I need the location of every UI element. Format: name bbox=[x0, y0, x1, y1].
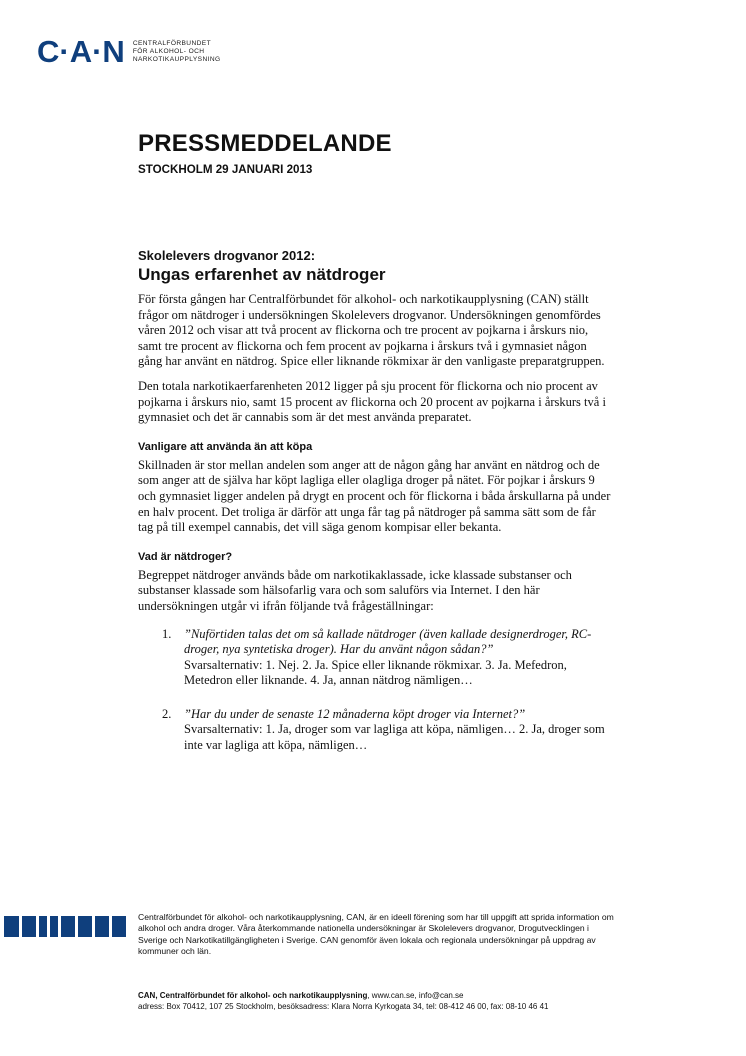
question-list bbox=[138, 627, 613, 754]
list-item bbox=[138, 707, 613, 754]
section-paragraph: Begreppet nätdroger används både om narkotikaklassade, icke klassade substanser och substanser klassade som hälsofarlig vara och som saluförs via Internet. I den här undersökningen utgår vi ifrån följande två frågeställningar: bbox=[138, 567, 572, 613]
page-title: PRESSMEDDELANDE bbox=[138, 130, 392, 157]
article-body bbox=[138, 248, 613, 754]
bar-block bbox=[61, 916, 75, 937]
footer-contact bbox=[138, 990, 638, 1013]
logo-mark: C·A·N bbox=[37, 34, 125, 69]
bar-block bbox=[95, 916, 109, 937]
survey-answers: Svarsalternativ: 1. Ja, droger som var lagliga att köpa, nämligen… 2. Ja, droger som inte var lagliga att köpa, nämligen… bbox=[184, 722, 605, 753]
bar-block bbox=[4, 916, 19, 937]
section-heading: Vad är nätdroger? bbox=[138, 550, 233, 563]
bar-block bbox=[50, 916, 58, 937]
list-item bbox=[138, 627, 613, 689]
survey-question: ”Har du under de senaste 12 månaderna köpt droger via Internet?” bbox=[184, 706, 526, 721]
list-item-body bbox=[184, 707, 613, 754]
intro-paragraph: För första gången har Centralförbundet för alkohol- och narkotikaupplysning (CAN) ställt frågor om nätdroger i undersökningen Skolelevers drogvanor. Undersökningen genomfördes våren 2012 och visar att två procent av flickorna och tre procent av pojkarna i årskurs nio, samt tre procent av flickorna och fem procent av pojkarna i årskurs två i gymnasiet någon gång har använt en nätdrog. Spice eller liknande rökmixar är den vanligaste preparatgruppen. bbox=[138, 292, 605, 369]
footer-description: Centralförbundet för alkohol- och narkotikaupplysning, CAN, är en ideell förening som har till uppgift att sprida information om alkohol och andra droger. Våra återkommande nationella undersökningar är Skolelevers drogvanor, Drogutvecklingen i Sverige och Narkotikatillgängligheten i Sverige. CAN genomför även lokala och regionala undersökningar på uppdrag av kommuner och län. bbox=[138, 912, 614, 957]
article-kicker: Skolelevers drogvanor 2012: bbox=[138, 248, 316, 263]
section-paragraph: Skillnaden är stor mellan andelen som anger att de någon gång har använt en nätdrog och de som anger att de själva har köpt lagliga eller olagliga droger på nätet. För pojkar i årskurs 9 och gymnasiet ligger andelen på drygt en procent och för flickorna i båda årskullarna på under en halv procent. Det troliga är därför att unga får tag på nätdroger på samma sätt som de får tag på till exempel cannabis, det vill säga genom kompisar eller bekanta. bbox=[138, 457, 611, 535]
can-logo bbox=[37, 36, 221, 67]
footer-contact-links: , www.can.se, info@can.se bbox=[367, 991, 464, 1000]
bar-block bbox=[78, 916, 92, 937]
list-item-body bbox=[184, 627, 613, 689]
logo-line: FÖR ALKOHOL- OCH bbox=[132, 47, 205, 55]
footer-address: adress: Box 70412, 107 25 Stockholm, besöksadress: Klara Norra Kyrkogata 34, tel: 08-412 46 00, fax: 08-10 46 41 bbox=[138, 1002, 549, 1012]
bar-block bbox=[22, 916, 36, 937]
footer-org-name: CAN, Centralförbundet för alkohol- och narkotikaupplysning bbox=[138, 991, 368, 1000]
bar-block bbox=[39, 916, 47, 937]
logo-line: NARKOTIKAUPPLYSNING bbox=[132, 55, 221, 63]
bar-block bbox=[112, 916, 126, 937]
list-number: 1. bbox=[162, 626, 172, 641]
paragraph-narcotics: Den totala narkotikaerfarenheten 2012 ligger på sju procent för flickorna och nio procent av pojkarna i årskurs nio, samt 15 procent av flickorna och 20 procent av pojkarna i årskurs två i gymnasiet och det är cannabis som är det mest använda preparatet. bbox=[138, 378, 606, 425]
list-number: 2. bbox=[162, 706, 172, 721]
survey-answers: Svarsalternativ: 1. Nej. 2. Ja. Spice eller liknande rökmixar. 3. Ja. Mefedron, Metedron eller liknande. 4. Ja, annan nätdrog nämligen… bbox=[184, 657, 567, 688]
section-heading: Vanligare att använda än att köpa bbox=[138, 440, 313, 453]
logo-line: CENTRALFÖRBUNDET bbox=[132, 39, 212, 47]
footer-bar-graphic bbox=[4, 916, 126, 937]
dateline: STOCKHOLM 29 JANUARI 2013 bbox=[138, 163, 313, 176]
article-headline: Ungas erfarenhet av nätdroger bbox=[138, 265, 386, 284]
survey-question: ”Nuförtiden talas det om så kallade nätdroger (även kallade designerdroger, RC-droger, nya syntetiska droger). Har du använt någon sådan?” bbox=[184, 626, 592, 657]
logo-text bbox=[133, 40, 221, 64]
